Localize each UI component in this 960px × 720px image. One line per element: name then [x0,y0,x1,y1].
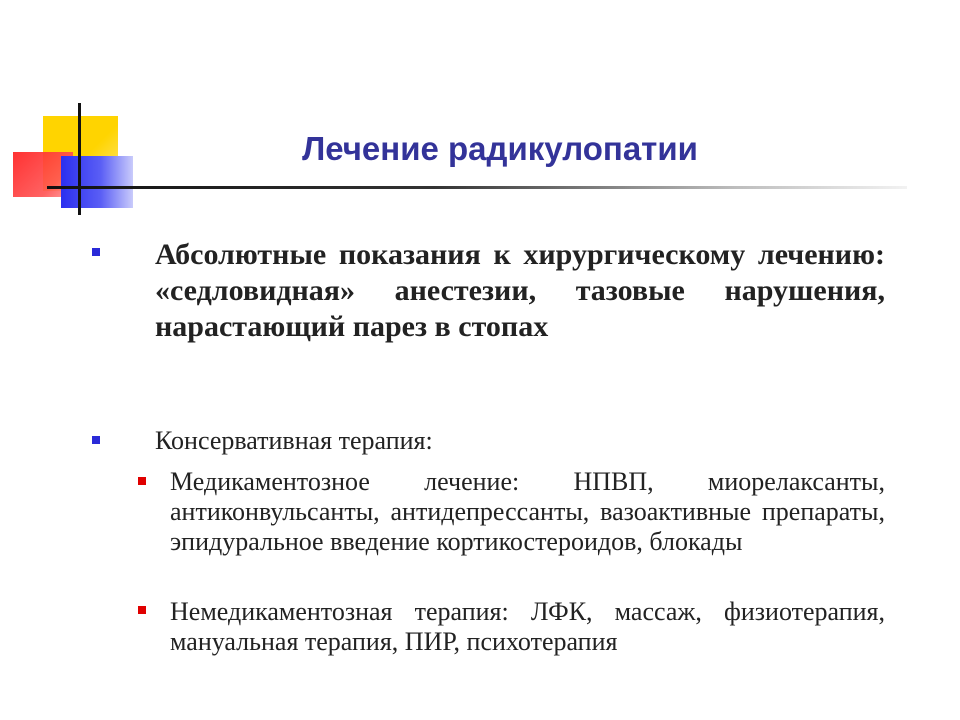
subbullet-non-medication-therapy: Немедикаментозная терапия: ЛФК, массаж, физиотерапия, мануальная терапия, ПИР, психотерапия [170,597,885,656]
subbullet-marker-square-icon [138,606,146,614]
blue-square-decoration [61,156,133,208]
subbullet-marker-square-icon [138,477,146,485]
bullet-marker-square-icon [92,248,100,256]
bullet-conservative-therapy: Консервативная терапия: [155,426,433,455]
slide-title: Лечение радикулопатии [302,130,698,167]
title-underline-rule [47,186,907,189]
bullet-marker-square-icon [92,436,100,444]
subbullet-medication-therapy: Медикаментозное лечение: НПВП, миорелаксанты, антиконвульсанты, антидепрессанты, вазоактивные препараты, эпидуральное введение кортикостероидов, блокады [170,467,885,556]
vertical-rule-decoration [78,103,81,215]
bullet-surgical-indications: Абсолютные показания к хирургическому лечению: «седловидная» анестезии, тазовые нарушения, нарастающий парез в стопах [155,238,885,343]
